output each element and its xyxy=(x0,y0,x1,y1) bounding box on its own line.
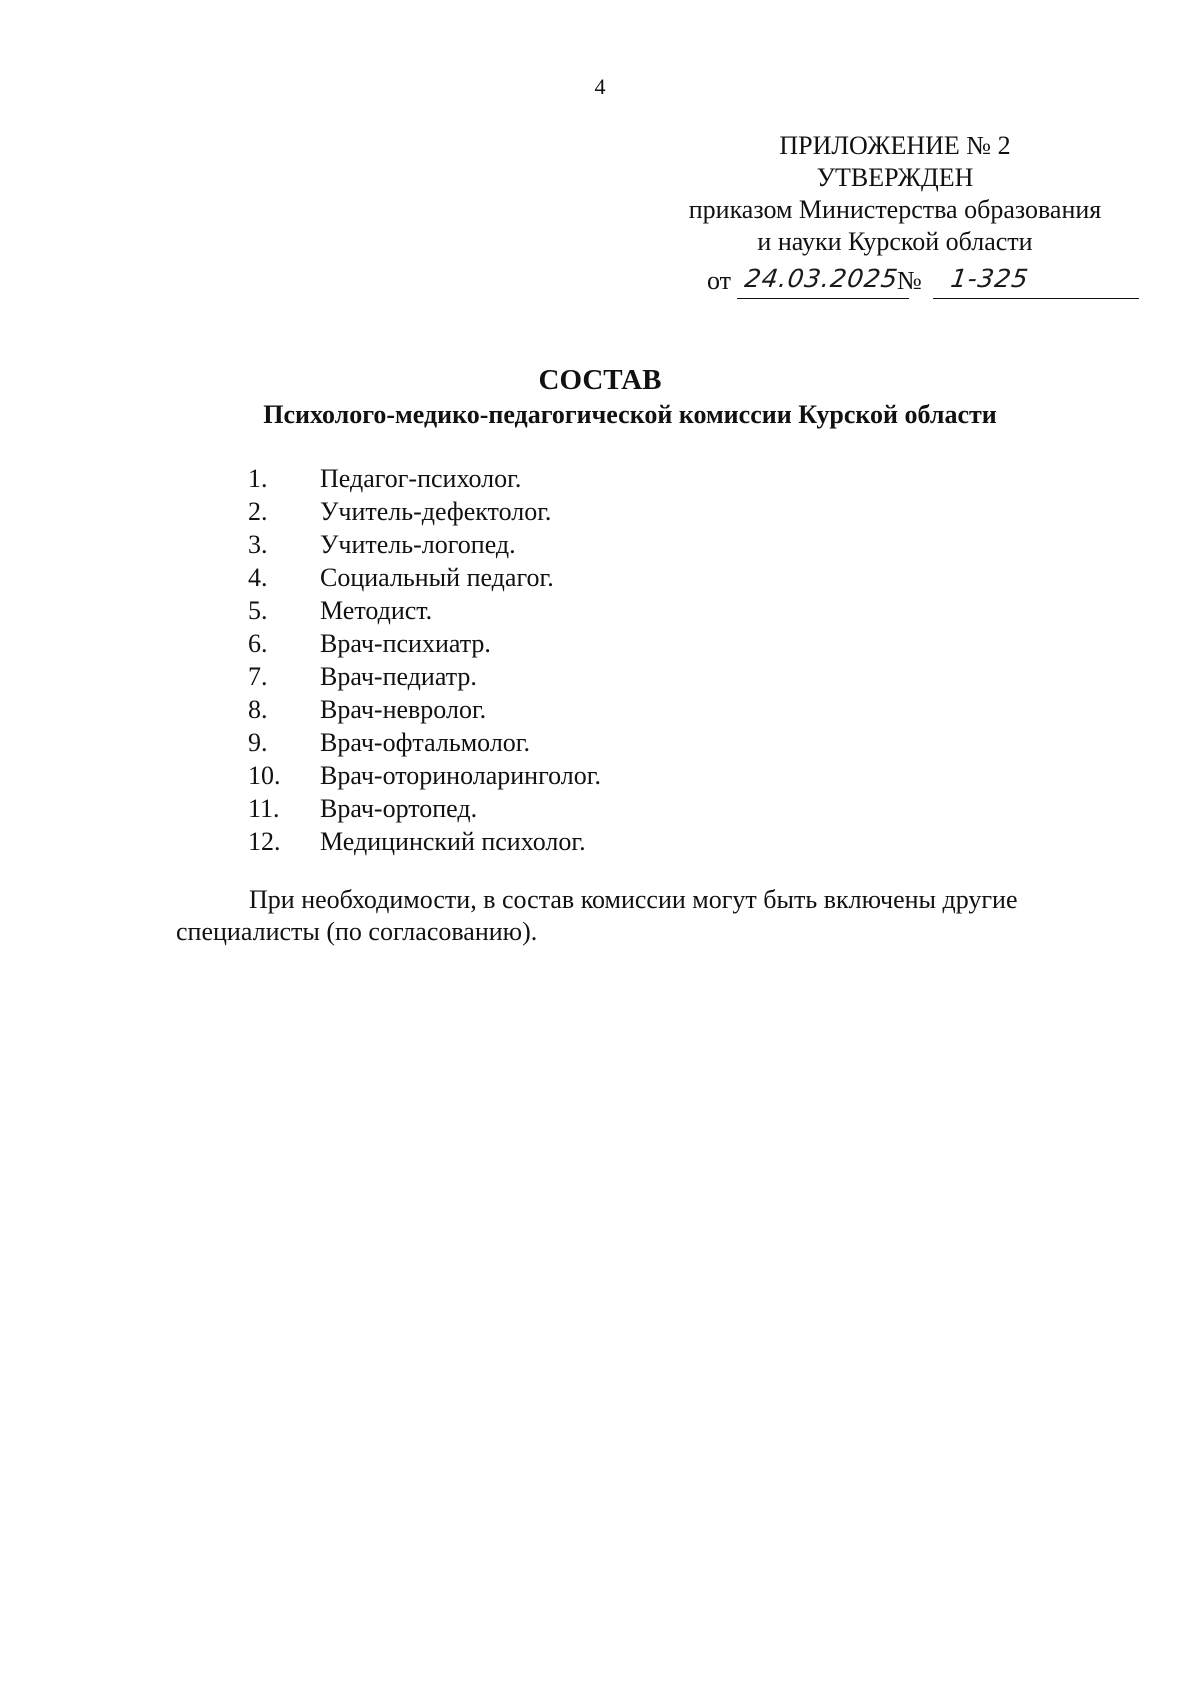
list-item xyxy=(248,462,948,495)
list-item-text: Учитель-дефектолог. xyxy=(320,497,552,526)
date-prefix: от xyxy=(707,266,732,295)
list-item-number: 11. xyxy=(248,794,280,823)
list-item xyxy=(248,561,948,594)
list-item-number: 1. xyxy=(248,464,268,493)
list-item xyxy=(248,495,948,528)
approved-label: УТВЕРЖДЕН xyxy=(816,163,974,192)
list-item-text: Медицинский психолог. xyxy=(320,827,586,856)
list-item-number: 2. xyxy=(248,497,268,526)
list-item xyxy=(248,660,948,693)
document-title: СОСТАВ xyxy=(538,364,662,396)
list-item-text: Врач-офтальмолог. xyxy=(320,728,531,757)
list-item xyxy=(248,693,948,726)
number-sign: № xyxy=(897,266,922,295)
list-item xyxy=(248,825,948,858)
list-item xyxy=(248,594,948,627)
list-item-text: Социальный педагог. xyxy=(320,563,554,592)
list-item-number: 4. xyxy=(248,563,268,592)
order-line-2: и науки Курской области xyxy=(757,227,1033,256)
list-item-number: 8. xyxy=(248,695,268,724)
list-item-text: Врач-ортопед. xyxy=(320,794,478,823)
list-item-number: 10. xyxy=(248,761,281,790)
document-subtitle: Психолого-медико-педагогической комиссии Курской области xyxy=(263,400,997,429)
list-item xyxy=(248,726,948,759)
list-item-number: 7. xyxy=(248,662,268,691)
list-item-text: Учитель-логопед. xyxy=(320,530,516,559)
list-item-text: Врач-невролог. xyxy=(320,695,487,724)
member-list xyxy=(248,462,948,858)
page-number: 4 xyxy=(594,74,606,99)
list-item-number: 5. xyxy=(248,596,268,625)
list-item-text: Врач-психиатр. xyxy=(320,629,491,658)
list-item-text: Врач-педиатр. xyxy=(320,662,477,691)
order-date-field xyxy=(737,264,909,299)
order-date-number-line xyxy=(707,266,1147,302)
order-number-field xyxy=(933,264,1139,299)
list-item-text: Педагог-психолог. xyxy=(320,464,522,493)
appendix-label: ПРИЛОЖЕНИЕ № 2 xyxy=(779,131,1011,160)
list-item xyxy=(248,528,948,561)
list-item-number: 3. xyxy=(248,530,268,559)
list-item-text: Методист. xyxy=(320,596,433,625)
list-item xyxy=(248,792,948,825)
list-item-number: 9. xyxy=(248,728,268,757)
list-item-number: 6. xyxy=(248,629,268,658)
order-line-1: приказом Министерства образования xyxy=(688,195,1102,224)
note-paragraph: При необходимости, в состав комиссии могут быть включены другие специалисты (по согласованию). xyxy=(176,885,1018,946)
list-item xyxy=(248,627,948,660)
list-item-text: Врач-оториноларинголог. xyxy=(320,761,601,790)
list-item-number: 12. xyxy=(248,827,281,856)
order-number-handwritten: 1-325 xyxy=(948,264,1031,293)
list-item xyxy=(248,759,948,792)
order-date-handwritten: 24.03.2025 xyxy=(742,264,901,293)
approval-block xyxy=(650,130,1140,258)
